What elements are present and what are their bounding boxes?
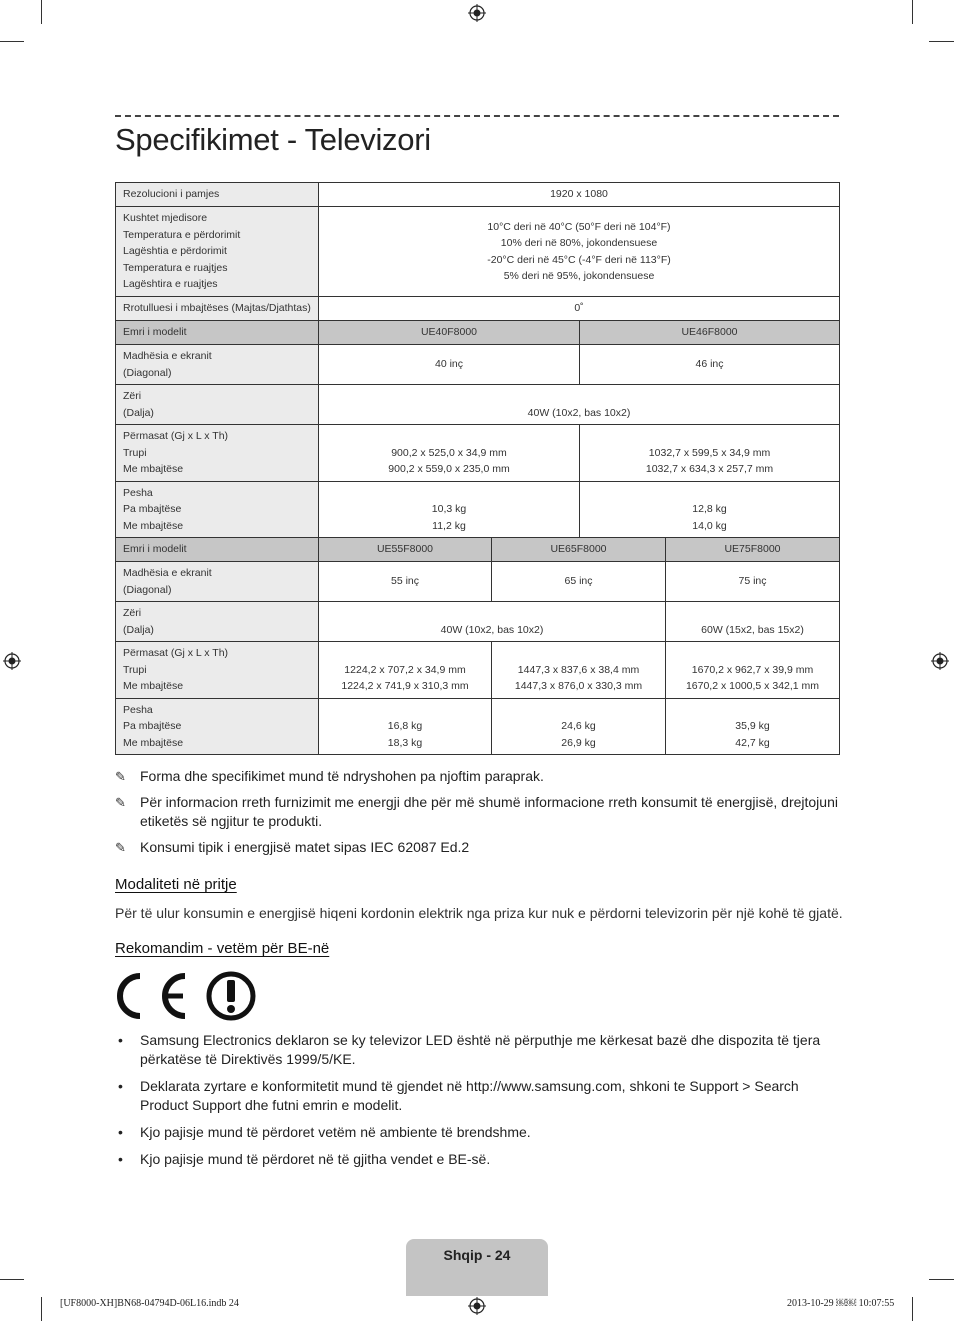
ce-mark-icon [114, 970, 264, 1022]
row-label: Zëri (Dalja) [116, 602, 319, 642]
row-label: Përmasat (Gj x L x Th) Trupi Me mbajtëse [116, 642, 319, 699]
row-value: 1920 x 1080 [319, 183, 840, 207]
note-item: ✎ Forma dhe specifikimet mund të ndryshohen pa njoftim paraprak. [115, 768, 544, 784]
row-value: 1447,3 x 837,6 x 38,4 mm 1447,3 x 876,0 x 330,3 mm [492, 642, 666, 699]
row-value: 40 inç [319, 345, 580, 385]
row-value: 40W (10x2, bas 10x2) [319, 385, 840, 425]
table-row [116, 183, 840, 207]
spec-table [115, 182, 840, 755]
table-row [116, 562, 840, 602]
pencil-icon: ✎ [115, 795, 126, 810]
registration-mark-icon [468, 4, 486, 22]
model-name: UE65F8000 [492, 538, 666, 562]
row-value: 24,6 kg 26,9 kg [492, 698, 666, 755]
row-label: Emri i modelit [116, 321, 319, 345]
registration-mark-icon [468, 1297, 486, 1315]
row-label: Madhësia e ekranit (Diagonal) [116, 345, 319, 385]
row-label: Rezolucioni i pamjes [116, 183, 319, 207]
row-value: 60W (15x2, bas 15x2) [666, 602, 840, 642]
model-name: UE46F8000 [580, 321, 840, 345]
row-label: Përmasat (Gj x L x Th) Trupi Me mbajtëse [116, 425, 319, 482]
section-heading-recommendation: Rekomandim - vetëm për BE-në [115, 940, 330, 957]
section-heading-standby: Modaliteti në pritje [115, 876, 237, 893]
list-item: • Deklarata zyrtare e konformitetit mund të gjendet në http://www.samsung.com, shkoni te Support > Search Product Support dhe futni emrin e modelit. [118, 1078, 799, 1113]
standby-text: Për të ulur konsumin e energjisë hiqeni kordonin elektrik nga priza kur nuk e përdorni televizorin për një kohë të gjatë. [115, 905, 843, 921]
row-value: 35,9 kg 42,7 kg [666, 698, 840, 755]
row-value: 1670,2 x 962,7 x 39,9 mm 1670,2 x 1000,5 x 342,1 mm [666, 642, 840, 699]
crop-mark [912, 0, 913, 24]
model-name: UE55F8000 [319, 538, 492, 562]
table-row [116, 481, 840, 538]
pencil-icon: ✎ [115, 769, 126, 784]
crop-mark [0, 1279, 24, 1280]
row-label: Zëri (Dalja) [116, 385, 319, 425]
row-value: 40W (10x2, bas 10x2) [319, 602, 666, 642]
table-row [116, 345, 840, 385]
footer-file-info: [UF8000-XH]BN68-04794D-06L16.indb 24 [60, 1298, 239, 1309]
registration-mark-icon [3, 652, 21, 670]
row-value: 10°C deri në 40°C (50°F deri në 104°F) 10% deri në 80%, jokondensuese -20°C deri në 45°C (-4°F deri në 113°F) 5% deri në 95%, jokondensuese [319, 207, 840, 297]
row-label: Rrotulluesi i mbajtëses (Majtas/Djathtas) [116, 297, 319, 321]
recommendation-list [115, 1031, 839, 1177]
alert-class2-icon [209, 974, 253, 1018]
page-number: Shqip - 24 [443, 1247, 511, 1263]
row-value: 12,8 kg 14,0 kg [580, 481, 840, 538]
list-item: • Samsung Electronics deklaron se ky televizor LED është në përputhje me kërkesat bazë dhe dispozita të tjera përkatëse të Direktivës 1999/5/KE. [118, 1032, 821, 1067]
table-row-model [116, 538, 840, 562]
row-value: 16,8 kg 18,3 kg [319, 698, 492, 755]
crop-mark [929, 41, 954, 42]
note-item: ✎ Për informacion rreth furnizimit me energji dhe për më shumë informacione rreth konsumit të energjisë, drejtojuni etiketës së ngjitur te produkti. [115, 794, 838, 829]
crop-mark [0, 41, 24, 42]
page-title: Specifikimet - Televizori [115, 122, 431, 157]
footer-timestamp: 2013-10-29 ￼￼ 10:07:55 [787, 1298, 895, 1309]
row-value: 75 inç [666, 562, 840, 602]
note-item: ✎ Konsumi tipik i energjisë matet sipas IEC 62087 Ed.2 [115, 839, 470, 855]
row-label: Kushtet mjedisore Temperatura e përdorimit Lagështia e përdorimit Temperatura e ruajtjes Lagështira e ruajtjes [116, 207, 319, 297]
table-row [116, 642, 840, 699]
list-item: • Kjo pajisje mund të përdoret vetëm në ambiente të brendshme. [118, 1124, 531, 1140]
row-label: Emri i modelit [116, 538, 319, 562]
table-row [116, 207, 840, 297]
table-row [116, 425, 840, 482]
row-value: 1032,7 x 599,5 x 34,9 mm 1032,7 x 634,3 x 257,7 mm [580, 425, 840, 482]
row-value: 55 inç [319, 562, 492, 602]
crop-mark [929, 1279, 954, 1280]
row-value: 65 inç [492, 562, 666, 602]
table-row [116, 297, 840, 321]
table-row [116, 385, 840, 425]
crop-mark [912, 1297, 913, 1321]
title-dashed-rule [115, 115, 839, 117]
row-value: 1224,2 x 707,2 x 34,9 mm 1224,2 x 741,9 x 310,3 mm [319, 642, 492, 699]
crop-mark [41, 0, 42, 24]
list-item: • Kjo pajisje mund të përdoret në të gjitha vendet e BE-së. [118, 1151, 491, 1167]
row-value: 0˚ [319, 297, 840, 321]
row-label: Madhësia e ekranit (Diagonal) [116, 562, 319, 602]
compliance-marks [114, 970, 264, 1027]
table-row-model [116, 321, 840, 345]
row-label: Pesha Pa mbajtëse Me mbajtëse [116, 698, 319, 755]
pencil-icon: ✎ [115, 840, 126, 855]
notes-list [115, 767, 839, 864]
row-value: 46 inç [580, 345, 840, 385]
registration-mark-icon [931, 652, 949, 670]
table-row [116, 698, 840, 755]
row-value: 10,3 kg 11,2 kg [319, 481, 580, 538]
model-name: UE75F8000 [666, 538, 840, 562]
crop-mark [41, 1297, 42, 1321]
model-name: UE40F8000 [319, 321, 580, 345]
table-row [116, 602, 840, 642]
row-label: Pesha Pa mbajtëse Me mbajtëse [116, 481, 319, 538]
row-value: 900,2 x 525,0 x 34,9 mm 900,2 x 559,0 x 235,0 mm [319, 425, 580, 482]
